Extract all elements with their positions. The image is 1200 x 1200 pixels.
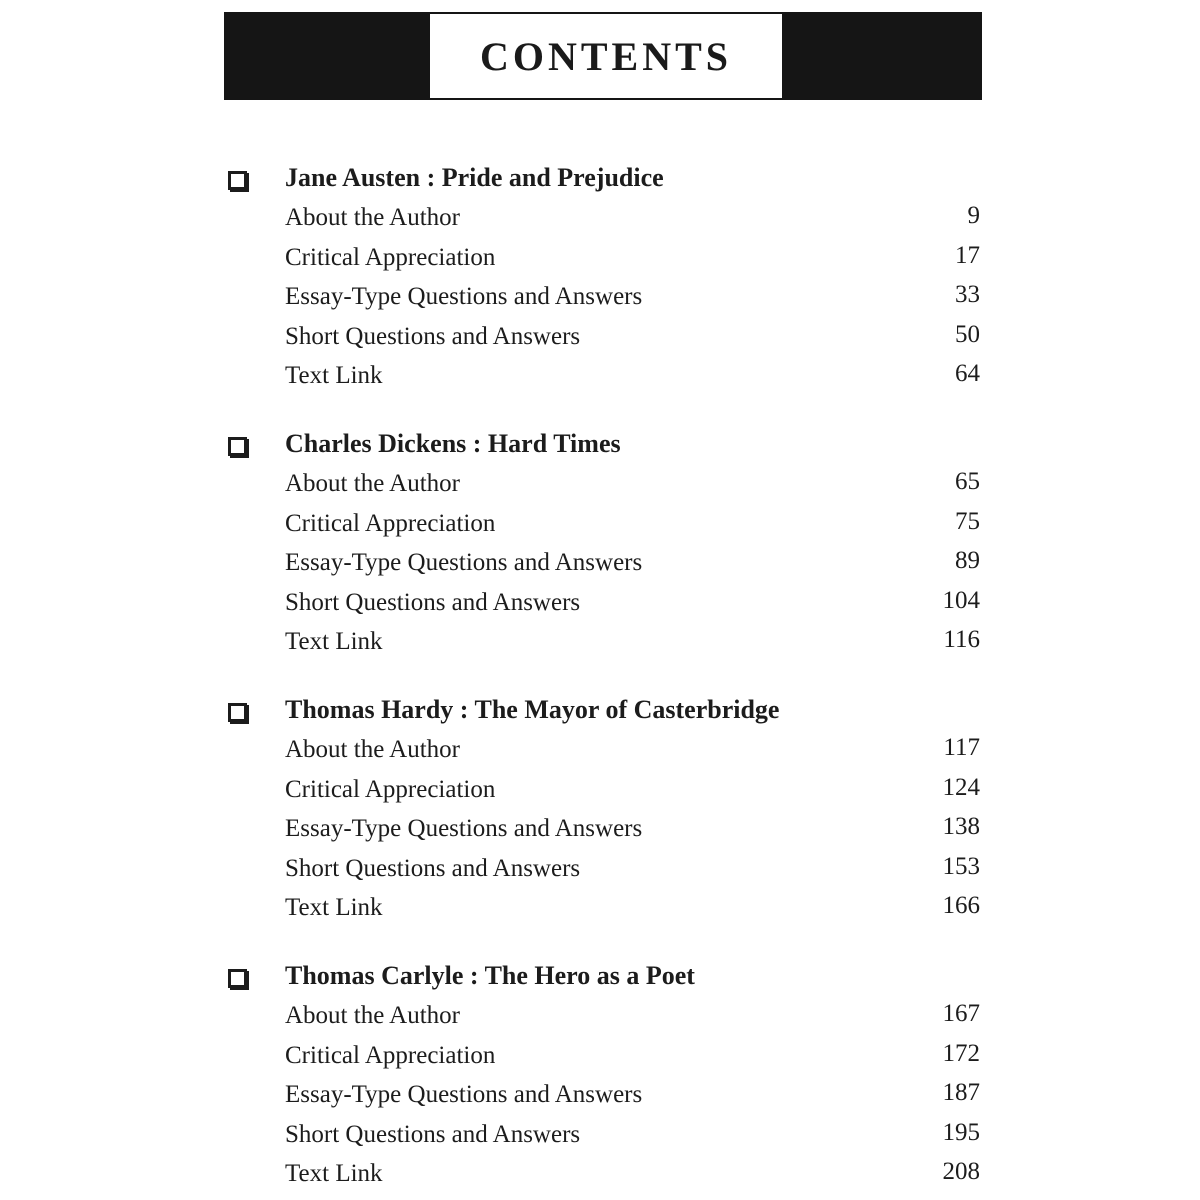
toc-entry-label: Short Questions and Answers	[285, 322, 581, 350]
toc-entry-label: Critical Appreciation	[285, 243, 496, 271]
toc-entry-page: 153	[942, 852, 980, 880]
toc-entry-label: Text Link	[285, 894, 383, 921]
toc-entry[interactable]	[224, 888, 984, 928]
toc-entry[interactable]	[224, 317, 984, 357]
toc-entry[interactable]	[224, 356, 984, 396]
toc-entry-label: Critical Appreciation	[285, 1041, 496, 1069]
toc-entry[interactable]	[224, 464, 984, 504]
toc-entry[interactable]	[224, 1154, 984, 1194]
toc-section-head	[224, 960, 984, 996]
toc-section-head	[224, 694, 984, 730]
toc-section-dickens	[224, 428, 984, 662]
toc-entry-page: 138	[942, 813, 980, 840]
toc-entry-label: Essay-Type Questions and Answers	[285, 815, 643, 842]
toc-section-hardy	[224, 694, 984, 928]
toc-entry-label: Text Link	[285, 628, 383, 655]
toc-entry-label: Essay-Type Questions and Answers	[285, 283, 643, 310]
toc-entry[interactable]	[224, 277, 984, 317]
toc-section-austen	[224, 162, 984, 396]
toc-entry-page: 172	[942, 1039, 980, 1067]
toc-entry-label: Critical Appreciation	[285, 775, 496, 803]
toc-entry-page: 167	[942, 1000, 980, 1027]
checkbox-icon	[228, 703, 247, 722]
toc-entry-page: 187	[942, 1079, 980, 1106]
toc-entry-label: About the Author	[285, 736, 460, 763]
toc-entry-page: 64	[955, 360, 980, 387]
section-title: Jane Austen : Pride and Prejudice	[285, 163, 664, 192]
toc-entry-label: About the Author	[285, 470, 460, 497]
toc-entry-page: 9	[967, 202, 980, 229]
toc-entry-label: Essay-Type Questions and Answers	[285, 1081, 643, 1108]
toc-entry-label: About the Author	[285, 204, 460, 231]
toc-entry[interactable]	[224, 849, 984, 889]
toc-entry-label: Short Questions and Answers	[285, 588, 581, 616]
toc-entry-page: 50	[955, 320, 980, 348]
toc-entry-page: 33	[955, 281, 980, 308]
toc-entry-label: Text Link	[285, 362, 383, 389]
checkbox-icon	[228, 171, 247, 190]
toc-section-head	[224, 162, 984, 198]
toc-entry-page: 166	[942, 892, 980, 919]
toc-entry-page: 116	[943, 626, 980, 653]
toc-entry[interactable]	[224, 730, 984, 770]
toc-section-carlyle	[224, 960, 984, 1194]
toc-entry-page: 104	[942, 586, 980, 614]
toc-entry[interactable]	[224, 1036, 984, 1076]
toc-entry-page: 75	[955, 507, 980, 535]
toc-entry-page: 65	[955, 468, 980, 495]
section-title: Thomas Carlyle : The Hero as a Poet	[285, 961, 695, 990]
section-title: Charles Dickens : Hard Times	[285, 429, 621, 458]
toc-entry[interactable]	[224, 996, 984, 1036]
toc-entry[interactable]	[224, 809, 984, 849]
toc-entry[interactable]	[224, 238, 984, 278]
contents-header-band	[224, 12, 982, 100]
toc-entry-label: Critical Appreciation	[285, 509, 496, 537]
toc-entry-label: About the Author	[285, 1002, 460, 1029]
toc-entry-label: Short Questions and Answers	[285, 1120, 581, 1148]
checkbox-icon	[228, 437, 247, 456]
toc-entry-page: 208	[942, 1158, 980, 1185]
toc-entry-label: Essay-Type Questions and Answers	[285, 549, 643, 576]
toc-entry-page: 195	[942, 1118, 980, 1146]
toc-entry-page: 117	[943, 734, 980, 761]
toc-entry-page: 124	[942, 773, 980, 801]
toc-section-head	[224, 428, 984, 464]
toc-entry-page: 89	[955, 547, 980, 574]
toc-entry[interactable]	[224, 543, 984, 583]
toc-entry[interactable]	[224, 622, 984, 662]
toc-entry[interactable]	[224, 1115, 984, 1155]
page-title: CONTENTS	[479, 33, 733, 79]
toc-entry[interactable]	[224, 504, 984, 544]
toc-entry[interactable]	[224, 198, 984, 238]
toc-entry-page: 17	[955, 241, 980, 269]
checkbox-icon	[228, 969, 247, 988]
toc-entry[interactable]	[224, 1075, 984, 1115]
contents-header-box	[430, 14, 782, 98]
section-title: Thomas Hardy : The Mayor of Casterbridge	[285, 695, 780, 724]
toc-entry[interactable]	[224, 583, 984, 623]
toc-entry-label: Short Questions and Answers	[285, 854, 581, 882]
toc-entry-label: Text Link	[285, 1160, 383, 1187]
toc-entry[interactable]	[224, 770, 984, 810]
